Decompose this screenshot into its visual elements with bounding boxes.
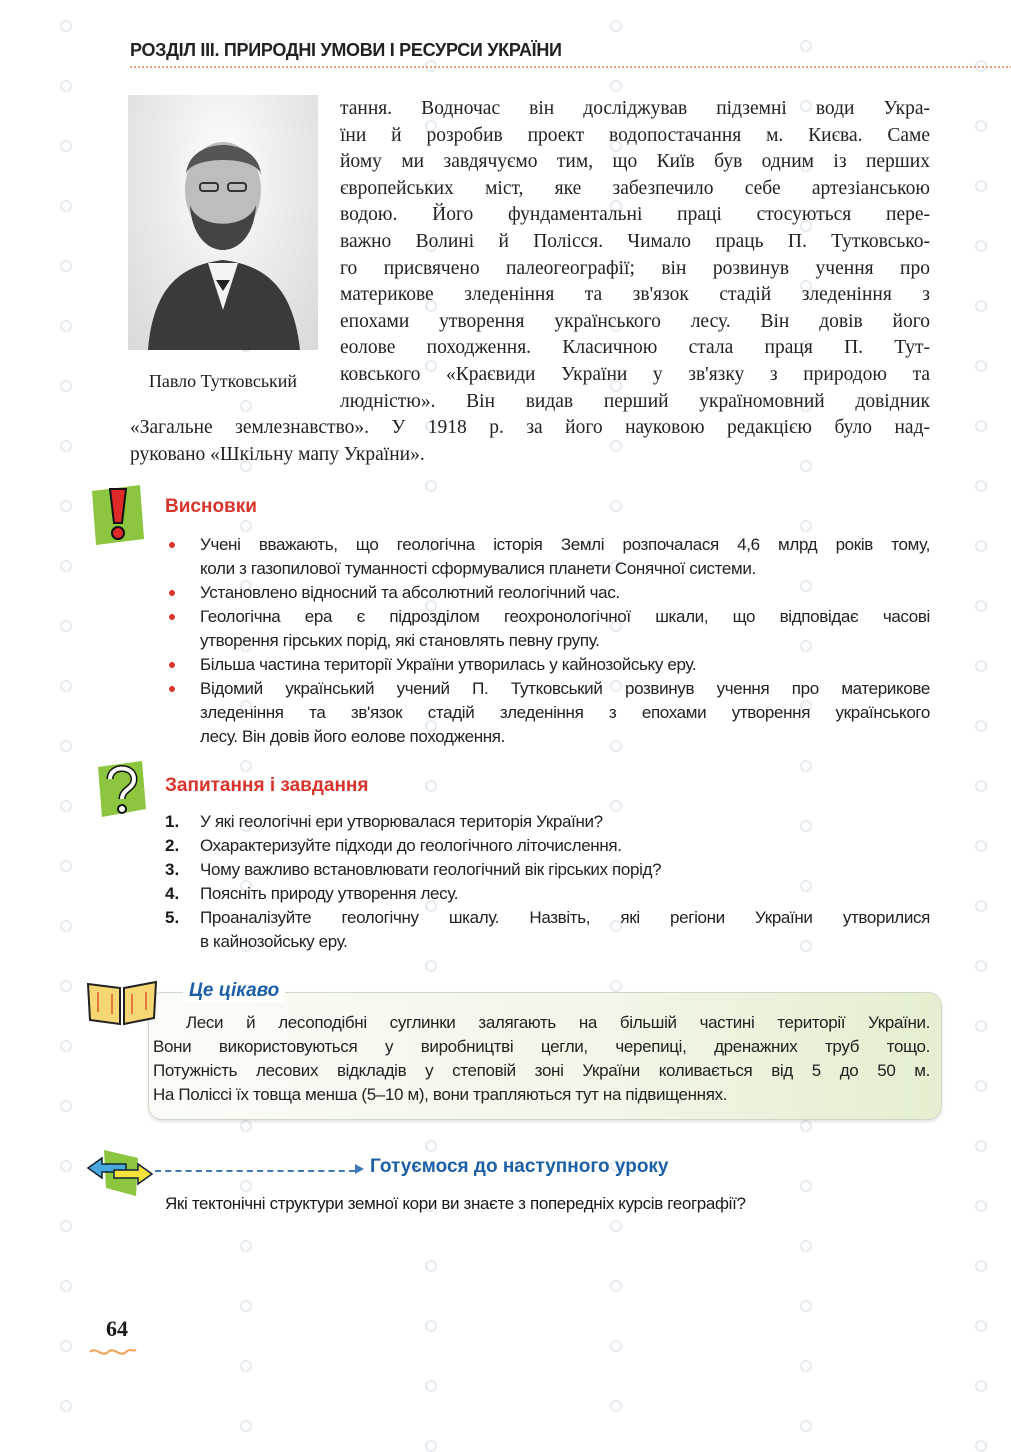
portrait-photo bbox=[128, 95, 318, 350]
body-line: ковського «Краєвиди України у зв'язку з природою та bbox=[340, 364, 930, 385]
body-line: людністю». Він видав перший україномовний довідник bbox=[340, 390, 930, 412]
watermark-logo-icon bbox=[975, 120, 987, 132]
body-line: епохами утворення українського лесу. Він довів його bbox=[340, 310, 930, 332]
watermark-logo-icon bbox=[60, 380, 72, 392]
watermark-logo-icon bbox=[60, 260, 72, 272]
watermark-logo-icon bbox=[975, 180, 987, 192]
watermark-logo-icon bbox=[610, 1280, 622, 1292]
body-line: го присвячено палеогеографії; він розвинув учення про bbox=[340, 257, 930, 279]
exclamation-icon bbox=[88, 483, 146, 552]
interesting-line: Вони використовуються у виробництві цегли, черепиці, дренажних труб тощо. bbox=[153, 1037, 930, 1056]
question-line: Проаналізуйте геологічну шкалу. Назвіть, які регіони України утворилися bbox=[200, 908, 930, 927]
question-line: У які геологічні ери утворювалася територія України? bbox=[200, 812, 603, 831]
question-number: 4. bbox=[165, 884, 180, 903]
chapter-header: РОЗДІЛ III. ПРИРОДНІ УМОВИ І РЕСУРСИ УКРАЇНИ bbox=[130, 40, 562, 60]
watermark-logo-icon bbox=[240, 520, 252, 532]
watermark-logo-icon bbox=[60, 680, 72, 692]
watermark-logo-icon bbox=[60, 1160, 72, 1172]
watermark-logo-icon bbox=[60, 140, 72, 152]
watermark-logo-icon bbox=[60, 440, 72, 452]
question-line: Чому важливо встановлювати геологічний вік гірських порід? bbox=[200, 860, 662, 879]
watermark-logo-icon bbox=[975, 1380, 987, 1392]
watermark-logo-icon bbox=[60, 320, 72, 332]
double-arrow-icon bbox=[86, 1148, 156, 1203]
watermark-logo-icon bbox=[800, 760, 812, 772]
conclusion-line: Більша частина території України утворилась у кайнозойську еру. bbox=[200, 655, 697, 674]
watermark-logo-icon bbox=[610, 80, 622, 92]
watermark-logo-icon bbox=[425, 1440, 437, 1452]
ornament-icon bbox=[88, 1344, 138, 1365]
watermark-logo-icon bbox=[975, 600, 987, 612]
watermark-logo-icon bbox=[60, 1040, 72, 1052]
watermark-logo-icon bbox=[800, 1420, 812, 1432]
portrait-caption: Павло Тутковський bbox=[148, 371, 298, 391]
watermark-logo-icon bbox=[800, 520, 812, 532]
watermark-logo-icon bbox=[240, 1420, 252, 1432]
watermark-logo-icon bbox=[60, 200, 72, 212]
question-number: 1. bbox=[165, 812, 180, 831]
bullet-icon bbox=[169, 542, 175, 548]
bullet-icon bbox=[169, 662, 175, 668]
watermark-logo-icon bbox=[425, 480, 437, 492]
body-line: йому ми завдячуємо тим, що Київ був одним із перших bbox=[340, 151, 930, 173]
question-mark-icon bbox=[92, 757, 150, 826]
watermark-logo-icon bbox=[610, 1340, 622, 1352]
conclusion-line: Установлено відносний та абсолютний геологічний час. bbox=[200, 583, 620, 602]
watermark-logo-icon bbox=[425, 1140, 437, 1152]
watermark-logo-icon bbox=[975, 420, 987, 432]
watermark-logo-icon bbox=[975, 300, 987, 312]
watermark-logo-icon bbox=[975, 660, 987, 672]
page-number: 64 bbox=[106, 1316, 128, 1341]
question-number: 3. bbox=[165, 860, 180, 879]
watermark-logo-icon bbox=[425, 1260, 437, 1272]
watermark-logo-icon bbox=[800, 1240, 812, 1252]
body-line: материкове зледеніння та зв'язок стадій зледеніння з bbox=[340, 284, 930, 306]
watermark-logo-icon bbox=[60, 560, 72, 572]
conclusion-line: коли з газопилової туманності сформувалися планети Сонячної системи. bbox=[200, 559, 756, 578]
watermark-logo-icon bbox=[60, 980, 72, 992]
body-line: еолове походження. Класичною стала праця П. Тут- bbox=[340, 337, 930, 359]
watermark-logo-icon bbox=[975, 1320, 987, 1332]
watermark-logo-icon bbox=[60, 620, 72, 632]
question-number: 5. bbox=[165, 908, 180, 927]
watermark-logo-icon bbox=[975, 840, 987, 852]
conclusion-line: Геологічна ера є підрозділом геохронологічної шкали, що відповідає часові bbox=[200, 607, 930, 626]
interesting-line: Леси й лесоподібні суглинки залягають на більшій частині території України. bbox=[186, 1013, 930, 1032]
conclusions-heading: Висновки bbox=[165, 496, 257, 517]
watermark-logo-icon bbox=[975, 1080, 987, 1092]
watermark-logo-icon bbox=[610, 1220, 622, 1232]
watermark-logo-icon bbox=[610, 20, 622, 32]
watermark-logo-icon bbox=[425, 1320, 437, 1332]
conclusion-line: Учені вважають, що геологічна історія Землі розпочалася 4,6 млрд років тому, bbox=[200, 535, 930, 554]
watermark-logo-icon bbox=[60, 1220, 72, 1232]
watermark-logo-icon bbox=[60, 20, 72, 32]
bullet-icon bbox=[169, 686, 175, 692]
watermark-logo-icon bbox=[975, 900, 987, 912]
watermark-logo-icon bbox=[975, 1140, 987, 1152]
interesting-heading: Це цікаво bbox=[183, 980, 285, 1002]
watermark-logo-icon bbox=[975, 1200, 987, 1212]
body-line: руковано «Шкільну мапу України». bbox=[130, 443, 425, 465]
watermark-logo-icon bbox=[975, 960, 987, 972]
question-line: Охарактеризуйте підходи до геологічного літочислення. bbox=[200, 836, 622, 855]
watermark-logo-icon bbox=[240, 1120, 252, 1132]
watermark-logo-icon bbox=[60, 860, 72, 872]
watermark-logo-icon bbox=[240, 400, 252, 412]
watermark-logo-icon bbox=[240, 760, 252, 772]
watermark-logo-icon bbox=[975, 240, 987, 252]
body-line: «Загальне землезнавство». У 1918 р. за його науковою редакцією було над- bbox=[130, 417, 930, 439]
watermark-logo-icon bbox=[610, 980, 622, 992]
body-line: європейських міст, яке забезпечило себе артезіанською bbox=[340, 177, 930, 199]
watermark-logo-icon bbox=[60, 920, 72, 932]
watermark-logo-icon bbox=[425, 1380, 437, 1392]
watermark-logo-icon bbox=[240, 1300, 252, 1312]
questions-heading: Запитання і завдання bbox=[165, 775, 369, 796]
watermark-logo-icon bbox=[240, 1180, 252, 1192]
conclusion-line: Відомий український учений П. Тутковський розвинув учення про материкове bbox=[200, 679, 930, 698]
interesting-line: Потужність лесових відкладів у степовій зоні України коливається від 5 до 50 м. bbox=[153, 1061, 930, 1080]
watermark-logo-icon bbox=[975, 540, 987, 552]
watermark-logo-icon bbox=[800, 1300, 812, 1312]
watermark-logo-icon bbox=[800, 1180, 812, 1192]
conclusion-line: утворення гірських порід, які становлять певну групу. bbox=[200, 631, 600, 650]
watermark-logo-icon bbox=[240, 1360, 252, 1372]
watermark-logo-icon bbox=[610, 1400, 622, 1412]
watermark-logo-icon bbox=[60, 1400, 72, 1412]
watermark-logo-icon bbox=[800, 1120, 812, 1132]
watermark-logo-icon bbox=[425, 960, 437, 972]
watermark-logo-icon bbox=[60, 1340, 72, 1352]
arrow-head-icon bbox=[355, 1164, 364, 1174]
watermark-logo-icon bbox=[975, 360, 987, 372]
body-line: їни й розробив проект водопостачання м. Києва. Саме bbox=[340, 124, 930, 146]
book-icon bbox=[86, 978, 158, 1031]
watermark-logo-icon bbox=[425, 780, 437, 792]
watermark-logo-icon bbox=[975, 1440, 987, 1452]
watermark-logo-icon bbox=[975, 1020, 987, 1032]
bullet-icon bbox=[169, 614, 175, 620]
watermark-logo-icon bbox=[60, 500, 72, 512]
body-line: тання. Водночас він досліджував підземні води Укра- bbox=[340, 98, 930, 119]
next-lesson-question: Які тектонічні структури земної кори ви знаєте з попередніх курсів географії? bbox=[165, 1194, 746, 1213]
header-divider bbox=[130, 66, 1011, 68]
watermark-logo-icon bbox=[975, 720, 987, 732]
watermark-logo-icon bbox=[800, 1360, 812, 1372]
watermark-logo-icon bbox=[60, 740, 72, 752]
watermark-logo-icon bbox=[60, 800, 72, 812]
watermark-logo-icon bbox=[60, 80, 72, 92]
conclusion-line: лесу. Він довів його еолове походження. bbox=[200, 727, 506, 746]
body-line: водою. Його фундаментальні праці стосуються пере- bbox=[340, 204, 930, 226]
bullet-icon bbox=[169, 590, 175, 596]
question-line: Поясніть природу утворення лесу. bbox=[200, 884, 459, 903]
watermark-logo-icon bbox=[975, 1260, 987, 1272]
question-line: в кайнозойську еру. bbox=[200, 932, 348, 951]
watermark-logo-icon bbox=[60, 1100, 72, 1112]
watermark-logo-icon bbox=[240, 1240, 252, 1252]
watermark-logo-icon bbox=[60, 1280, 72, 1292]
next-lesson-heading: Готуємося до наступного уроку bbox=[370, 1156, 669, 1177]
watermark-logo-icon bbox=[975, 780, 987, 792]
conclusion-line: зледеніння та зв'язок стадій зледеніння з епохами утворення українського bbox=[200, 703, 930, 722]
question-number: 2. bbox=[165, 836, 180, 855]
watermark-logo-icon bbox=[975, 480, 987, 492]
watermark-logo-icon bbox=[610, 500, 622, 512]
interesting-line: На Поліссі їх товща менша (5–10 м), вони трапляються тут на підвищеннях. bbox=[153, 1085, 728, 1104]
watermark-logo-icon bbox=[800, 40, 812, 52]
body-line: важно Волині й Полісся. Чимало праць П. Тутковсько- bbox=[340, 231, 930, 252]
dashed-arrow-line bbox=[155, 1170, 355, 1172]
